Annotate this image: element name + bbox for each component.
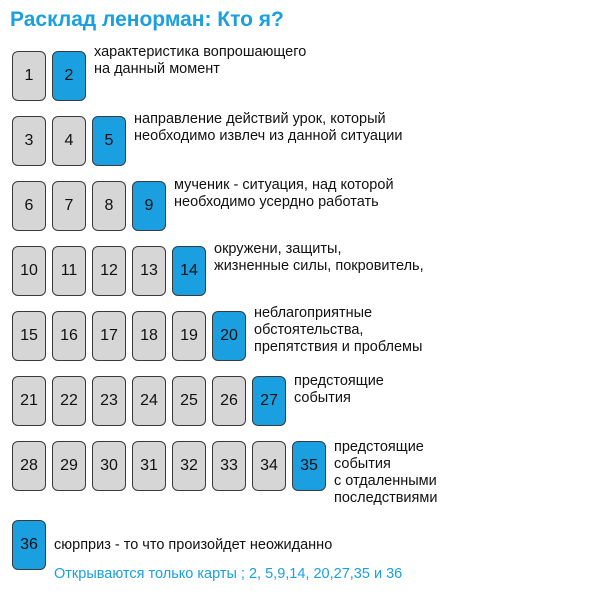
description-line: предстоящие xyxy=(294,373,384,389)
card-32: 32 xyxy=(172,441,206,491)
card-6: 6 xyxy=(12,181,46,231)
card-description xyxy=(254,305,422,356)
card-34: 34 xyxy=(252,441,286,491)
card-35: 35 xyxy=(292,441,326,491)
card-16: 16 xyxy=(52,311,86,361)
card-3: 3 xyxy=(12,116,46,166)
card-33: 33 xyxy=(212,441,246,491)
card-8: 8 xyxy=(92,181,126,231)
description-line: события xyxy=(294,390,351,406)
card-29: 29 xyxy=(52,441,86,491)
card-11: 11 xyxy=(52,246,86,296)
page-title: Расклад ленорман: Кто я? xyxy=(10,8,284,31)
description-line: необходимо усердно работать xyxy=(174,194,379,210)
description-line: направление действий урок, который xyxy=(134,111,386,127)
card-20: 20 xyxy=(212,311,246,361)
card-22: 22 xyxy=(52,376,86,426)
open-cards-note: Открываются только карты ; 2, 5,9,14, 20,27,35 и 36 xyxy=(54,566,403,582)
card-7: 7 xyxy=(52,181,86,231)
card-4: 4 xyxy=(52,116,86,166)
description-line: неблагоприятные xyxy=(254,305,373,321)
description-line: с отдаленными xyxy=(334,473,437,489)
card-26: 26 xyxy=(212,376,246,426)
description-line: предстоящие xyxy=(334,439,424,455)
description-line: последствиями xyxy=(334,490,438,506)
card-21: 21 xyxy=(12,376,46,426)
card-31: 31 xyxy=(132,441,166,491)
card-1: 1 xyxy=(12,51,46,101)
card-13: 13 xyxy=(132,246,166,296)
description-line: необходимо извлеч из данной ситуации xyxy=(134,128,403,144)
card-24: 24 xyxy=(132,376,166,426)
card-description xyxy=(334,439,437,507)
description-line: жизненные силы, покровитель, xyxy=(214,258,424,274)
description-line: обстоятельства, xyxy=(254,322,364,338)
card-23: 23 xyxy=(92,376,126,426)
card-14: 14 xyxy=(172,246,206,296)
card-18: 18 xyxy=(132,311,166,361)
card-description xyxy=(94,44,306,78)
card-description xyxy=(134,111,402,145)
card-36: 36 xyxy=(12,520,46,570)
card-description xyxy=(174,177,394,211)
card-12: 12 xyxy=(92,246,126,296)
description-line: окружени, защиты, xyxy=(214,241,342,257)
card-2: 2 xyxy=(52,51,86,101)
card-15: 15 xyxy=(12,311,46,361)
description-line: события xyxy=(334,456,391,472)
card-5: 5 xyxy=(92,116,126,166)
description-line: характеристика вопрошающего xyxy=(94,44,307,60)
card-19: 19 xyxy=(172,311,206,361)
card-description: сюрприз - то что произойдет неожиданно xyxy=(54,537,333,553)
card-17: 17 xyxy=(92,311,126,361)
description-line: на данный момент xyxy=(94,61,220,77)
card-27: 27 xyxy=(252,376,286,426)
description-line: мученик - ситуация, над которой xyxy=(174,177,394,193)
card-description xyxy=(294,373,384,407)
card-30: 30 xyxy=(92,441,126,491)
card-description xyxy=(214,241,424,275)
card-28: 28 xyxy=(12,441,46,491)
card-9: 9 xyxy=(132,181,166,231)
card-10: 10 xyxy=(12,246,46,296)
card-25: 25 xyxy=(172,376,206,426)
description-line: препятствия и проблемы xyxy=(254,339,423,355)
